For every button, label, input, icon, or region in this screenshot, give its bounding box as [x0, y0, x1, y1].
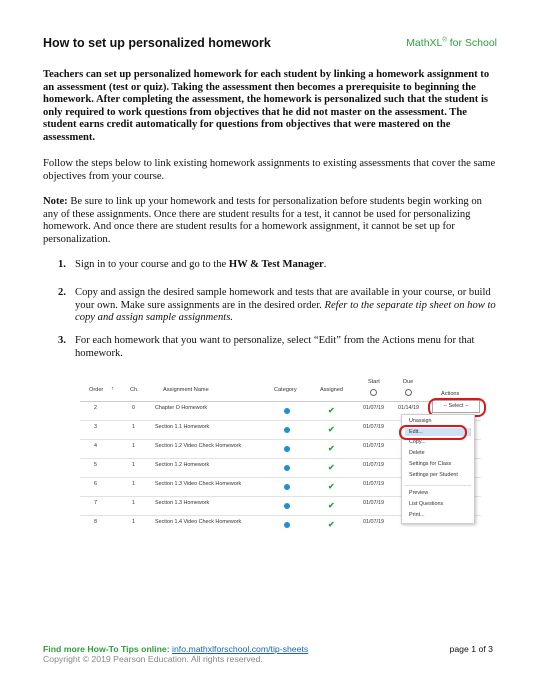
note-paragraph: [43, 196, 496, 246]
brand-suffix: for School: [446, 37, 497, 49]
category-dot-icon: [284, 408, 290, 414]
menu-item-unassign[interactable]: Unassign: [409, 418, 432, 424]
step-1: [58, 259, 498, 272]
menu-divider: [405, 485, 471, 486]
menu-item-print[interactable]: Print...: [409, 512, 425, 518]
clock-icon: [370, 389, 377, 396]
category-dot-icon: [284, 427, 290, 433]
hw-test-manager-screenshot: [80, 370, 481, 529]
clock-icon: [405, 389, 412, 396]
note-label: Note:: [43, 196, 68, 207]
assigned-check-icon: ✔: [328, 425, 335, 434]
menu-item-delete[interactable]: Delete: [409, 450, 425, 456]
page-title: How to set up personalized homework: [43, 36, 271, 50]
intro-paragraph: Teachers can set up personalized homework for each student by linking a homework assignment to an assessment (test or quiz). Taking the assessment then becomes a prerequisite to beginning the homework. After completing the assessment, the homework is personalized such that the student is only required to work questions from objectives that he did not master on the assessment. The student earns credit automatically for questions from objectives that were mastered on the assessment.: [43, 69, 490, 143]
cell-order: 5: [94, 462, 97, 468]
step-text: For each homework that you want to personalize, select “Edit” from the Actions menu for that homework.: [75, 335, 475, 359]
cell-assignment-name[interactable]: Section 1.3 Homework: [155, 500, 210, 506]
cell-order: 4: [94, 443, 97, 449]
actions-select[interactable]: -- Select --: [432, 400, 480, 413]
tips-link[interactable]: info.mathxlforschool.com/tip-sheets: [172, 644, 309, 654]
menu-item-copy[interactable]: Copy...: [409, 439, 426, 445]
assigned-check-icon: ✔: [328, 501, 335, 510]
col-order[interactable]: Order: [89, 387, 104, 393]
cell-order: 3: [94, 424, 97, 430]
brand-name: MathXL: [406, 37, 443, 49]
assigned-check-icon: ✔: [328, 482, 335, 491]
col-assignment-name[interactable]: Assignment Name: [163, 387, 209, 393]
col-chapter[interactable]: Ch.: [130, 387, 139, 393]
step-2: [58, 287, 498, 325]
step-bold: HW & Test Manager: [228, 259, 324, 270]
follow-paragraph: Follow the steps below to link existing homework assignments to existing assessments that cover the same objectives from your course.: [43, 158, 496, 182]
page-number: page 1 of 3: [449, 644, 493, 654]
menu-item-list-questions[interactable]: List Questions: [409, 501, 444, 507]
step-number: 2.: [58, 287, 66, 298]
menu-item-settings-class[interactable]: Settings for Class: [409, 461, 452, 467]
note-text: Be sure to link up your homework and tests for personalization before students begin working on any of these assignments. Once there are student results for a test, it cannot be used for personalizing homework. And once there are student results for a homework assignment, it cannot be set up for personalization.: [43, 196, 482, 245]
col-assigned[interactable]: Assigned: [320, 387, 344, 393]
assigned-check-icon: ✔: [328, 463, 335, 472]
cell-start: 01/07/19: [363, 481, 384, 487]
col-start[interactable]: Start: [368, 379, 380, 385]
assigned-check-icon: ✔: [328, 444, 335, 453]
col-category[interactable]: Category: [274, 387, 297, 393]
step-text-end: .: [323, 259, 327, 270]
cell-start: 01/07/19: [363, 462, 384, 468]
col-actions: Actions: [441, 391, 460, 397]
menu-item-preview[interactable]: Preview: [409, 490, 429, 496]
cell-assignment-name[interactable]: Section 1.2 Homework: [155, 462, 210, 468]
category-dot-icon: [284, 522, 290, 528]
sort-arrow-icon[interactable]: ↑: [111, 386, 114, 392]
edit-highlight-circle: [399, 425, 467, 440]
footer-tips: [43, 644, 308, 654]
cell-chapter: 1: [132, 500, 135, 506]
cell-chapter: 1: [132, 481, 135, 487]
menu-item-edit[interactable]: Edit...: [405, 428, 471, 436]
cell-chapter: 1: [132, 424, 135, 430]
cell-order: 8: [94, 519, 97, 525]
cell-start: 01/07/19: [363, 405, 384, 411]
cell-assignment-name[interactable]: Section 1.3 Video Check Homework: [155, 481, 242, 487]
footer-tips-label: Find more How-To Tips online:: [43, 644, 173, 654]
brand-logo: [406, 37, 497, 49]
cell-assignment-name[interactable]: Chapter O Homework: [155, 405, 208, 411]
category-dot-icon: [284, 503, 290, 509]
assigned-check-icon: ✔: [328, 406, 335, 415]
step-3: [58, 335, 498, 360]
table-header: [80, 370, 481, 402]
menu-item-settings-student[interactable]: Settings per Student: [409, 472, 458, 478]
step-italic: Refer to the separate tip sheet on how to copy and assign sample assignments.: [75, 299, 496, 324]
cell-order: 6: [94, 481, 97, 487]
category-dot-icon: [284, 484, 290, 490]
cell-assignment-name[interactable]: Section 1.2 Video Check Homework: [155, 443, 242, 449]
cell-start: 01/07/19: [363, 424, 384, 430]
cell-start: 01/07/19: [363, 443, 384, 449]
step-number: 1.: [58, 259, 66, 270]
cell-assignment-name[interactable]: Section 1.1 Homework: [155, 424, 210, 430]
category-dot-icon: [284, 465, 290, 471]
cell-chapter: 1: [132, 519, 135, 525]
cell-assignment-name[interactable]: Section 1.4 Video Check Homework: [155, 519, 242, 525]
category-dot-icon: [284, 446, 290, 452]
cell-chapter: 1: [132, 462, 135, 468]
cell-chapter: 0: [132, 405, 135, 411]
cell-due: 01/14/19: [398, 405, 419, 411]
cell-order: 7: [94, 500, 97, 506]
col-due[interactable]: Due: [403, 379, 414, 385]
cell-start: 01/07/19: [363, 519, 384, 525]
step-number: 3.: [58, 335, 66, 346]
step-text: Copy and assign the desired sample homework and tests that are available in your course, or build your own. Make sure assignments are in the desired order.: [75, 287, 491, 311]
assigned-check-icon: ✔: [328, 520, 335, 529]
cell-chapter: 1: [132, 443, 135, 449]
brand-registered-mark: ®: [442, 37, 447, 44]
cell-start: 01/07/19: [363, 500, 384, 506]
footer-copyright: Copyright © 2019 Pearson Education. All rights reserved.: [43, 654, 263, 664]
cell-order: 2: [94, 405, 97, 411]
step-text: Sign in to your course and go to the: [75, 259, 229, 270]
